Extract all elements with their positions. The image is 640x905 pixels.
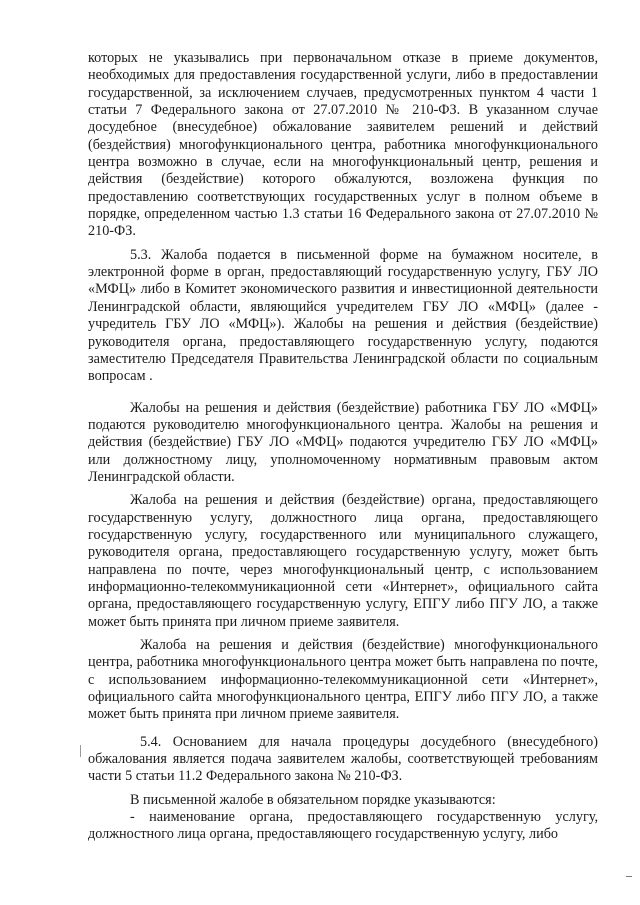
paragraph-complaint-organ: Жалоба на решения и действия (бездействие) органа, предоставляющего государственную услугу, должностного лица органа, предоставляющего государственную услугу, государственного или муниципального служащего, руководителя органа, предоставляющего государственную услугу, может быть направлена по почте, через многофункциональный центр, с использованием информационно-телекоммуникационной сети «Интернет», официального сайта органа, предоставляющего государственную услугу, ЕПГУ либо ПГУ ЛО, а также может быть принята при личном приеме заявителя. — [88, 492, 598, 630]
paragraph-complaints-mfc: Жалобы на решения и действия (бездействие) работника ГБУ ЛО «МФЦ» подаются руководителю многофункционального центра. Жалобы на решения и действия (бездействие) ГБУ ЛО «МФЦ» подаются учредителю ГБУ ЛО «МФЦ» или должностному лицу, уполномоченному нормативным правовым актом Ленинградской области. — [88, 399, 598, 485]
document-page — [88, 50, 598, 844]
paragraph-continuation: которых не указывались при первоначальном отказе в приеме документов, необходимых для предоставления государственной услуги, либо в предоставлении государственной, за исключением случаев, предусмотренных пунктом 4 части 1 статьи 7 Федерального закона от 27.07.2010 № 210-ФЗ. В указанном случае досудебное (внесудебное) обжалование заявителем решений и действий (бездействия) многофункционального центра, работника многофункционального центра возможно в случае, если на многофункциональный центр, решения и действия (бездействие) которого обжалуются, возложена функция по предоставлению соответствующих государственных услуг в полном объеме в порядке, определенном частью 1.3 статьи 16 Федерального закона от 27.07.2010 № 210-ФЗ. — [88, 50, 598, 240]
paragraph-5-3: 5.3. Жалоба подается в письменной форме на бумажном носителе, в электронной форме в орган, предоставляющий государственную услугу, ГБУ ЛО «МФЦ» либо в Комитет экономического развития и инвестиционной деятельности Ленинградской области, являющийся учредителем ГБУ ЛО «МФЦ» (далее - учредитель ГБУ ЛО «МФЦ»). Жалобы на решения и действия (бездействие) руководителя органа, предоставляющего государственную услугу, подаются заместителю Председателя Правительства Ленинградской области по социальным вопросам . — [88, 246, 598, 385]
paragraph-written-complaint: В письменной жалобе в обязательном порядке указываются: — [130, 791, 496, 808]
paragraph-complaint-mfc-center: Жалоба на решения и действия (бездействие) многофункционального центра, работника многофункционального центра может быть направлена по почте, с использованием информационно-телекоммуникационной сети «Интернет», официального сайта многофункционального центра, ЕПГУ либо ПГУ ЛО, а также может быть принята при личном приеме заявителя. — [88, 637, 598, 723]
scan-margin-mark — [80, 745, 81, 757]
paragraph-5-4: 5.4. Основанием для начала процедуры досудебного (внесудебного) обжалования является подача заявителем жалобы, соответствующей требованиям части 5 статьи 11.2 Федерального закона № 210-ФЗ. — [88, 733, 598, 785]
paragraph-list-item: - наименование органа, предоставляющего государственную услугу, должностного лица органа, предоставляющего государственную услугу, либо — [88, 809, 598, 843]
scan-corner-mark — [626, 876, 632, 877]
